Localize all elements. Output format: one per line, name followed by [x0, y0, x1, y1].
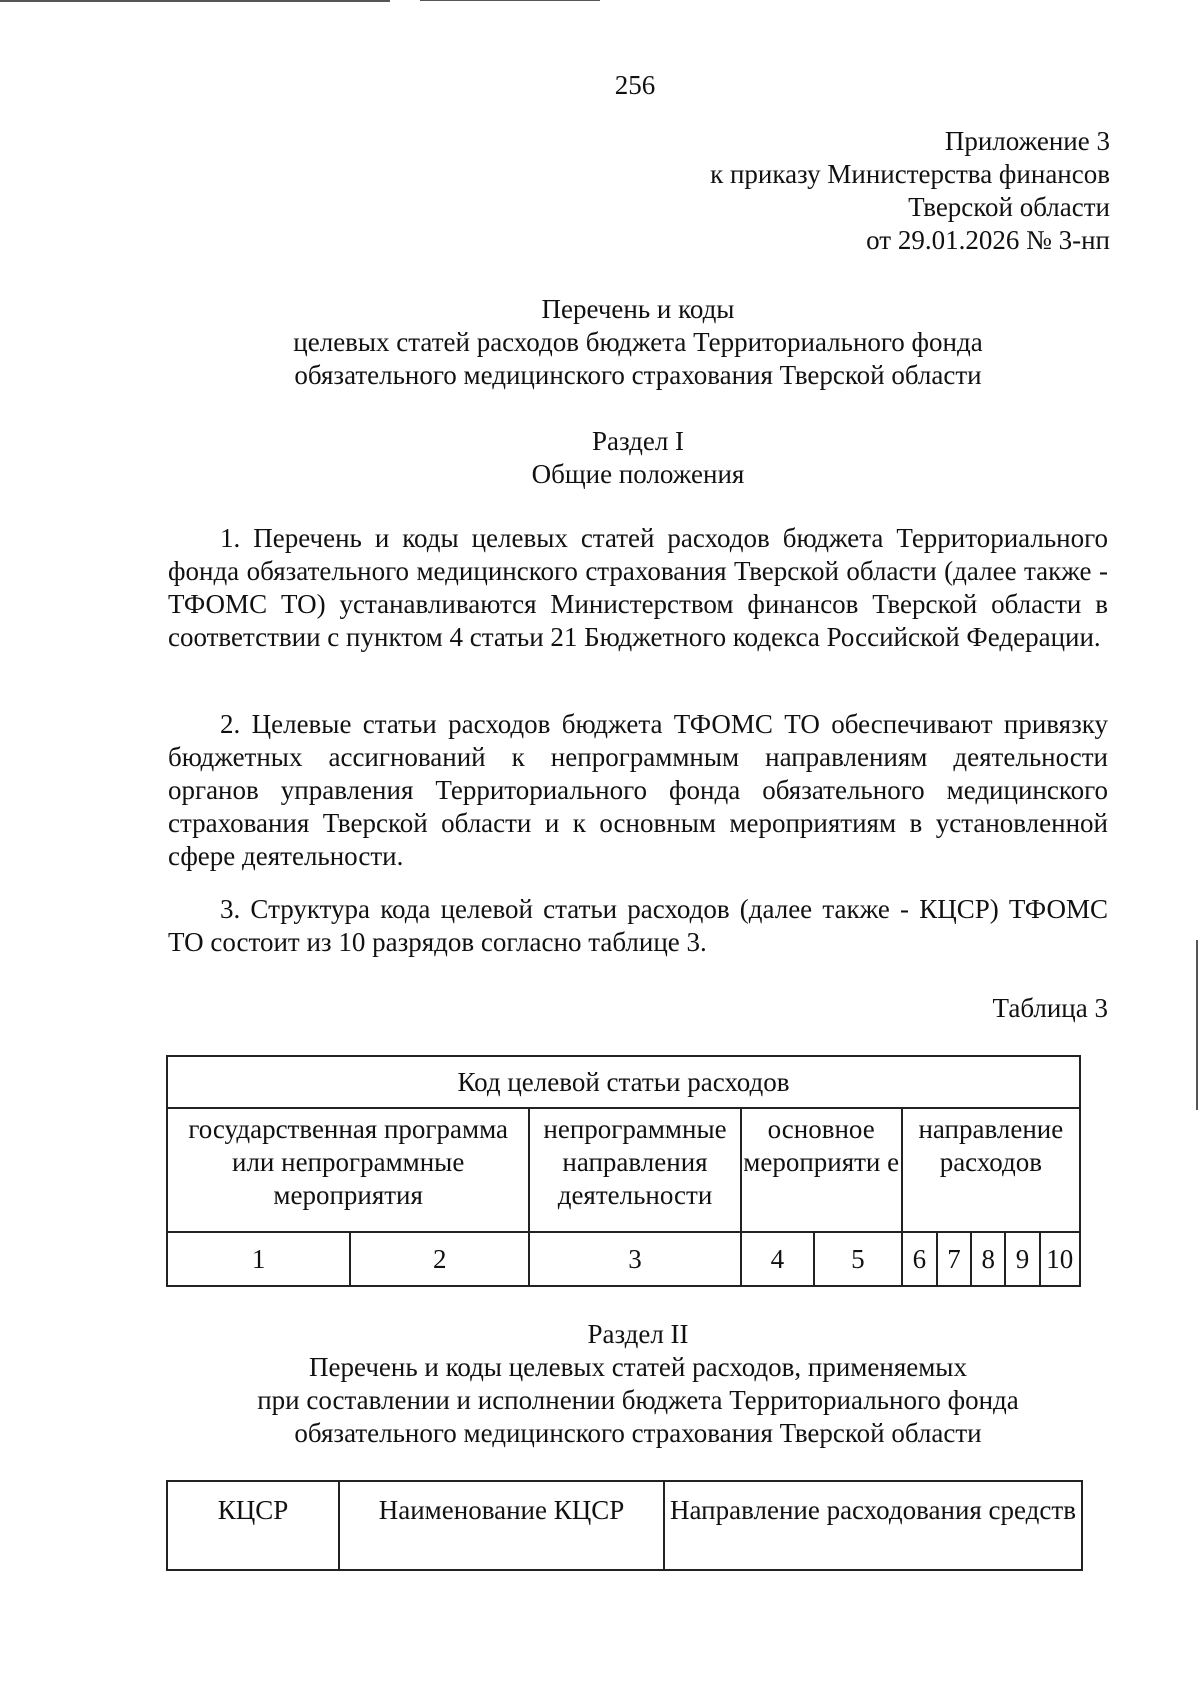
column-header-kcsr: КЦСР	[167, 1481, 339, 1570]
section-subtitle-line: обязательного медицинского страхования Тверской области	[294, 1418, 982, 1448]
section-title: Раздел II	[587, 1319, 689, 1349]
appendix-date-line: от 29.01.2026 № 3-нп	[866, 225, 1110, 255]
table-caption: Таблица 3	[992, 993, 1108, 1023]
digit-cell: 8	[971, 1232, 1005, 1286]
section-1-heading	[168, 425, 1108, 491]
scan-edge-line	[420, 0, 600, 1]
digit-cell: 7	[937, 1232, 971, 1286]
digit-cell: 5	[814, 1232, 902, 1286]
appendix-line: Приложение 3	[944, 126, 1110, 156]
section-subtitle-line: Перечень и коды целевых статей расходов, применяемых	[309, 1352, 967, 1382]
group-direction: направление расходов	[902, 1108, 1080, 1232]
group-main-event: основное мероприяти е	[741, 1108, 902, 1232]
appendix-block	[710, 125, 1110, 257]
kcsr-list-table	[166, 1480, 1083, 1571]
digit-cell: 6	[902, 1232, 937, 1286]
column-header-name: Наименование КЦСР	[339, 1481, 664, 1570]
table-header: Код целевой статьи расходов	[167, 1056, 1080, 1108]
digit-cell: 3	[529, 1232, 740, 1286]
section-2-heading	[168, 1318, 1108, 1450]
digit-cell: 4	[741, 1232, 814, 1286]
digit-cell: 2	[350, 1232, 529, 1286]
appendix-line: к приказу Министерства финансов	[710, 159, 1110, 189]
kcsr-structure-table	[166, 1055, 1081, 1287]
section-subtitle-line: при составлении и исполнении бюджета Территориального фонда	[257, 1385, 1019, 1415]
title-line: обязательного медицинского страхования Тверской области	[294, 360, 982, 390]
scan-edge-line	[0, 0, 390, 2]
scan-edge-line	[1196, 940, 1198, 1110]
digit-cell: 1	[167, 1232, 350, 1286]
group-program: государственная программа или непрограммные мероприятия	[167, 1108, 529, 1232]
group-nonprogram: непрограммные направления деятельности	[529, 1108, 740, 1232]
title-line: Перечень и коды	[541, 294, 735, 324]
paragraph-2: 2. Целевые статьи расходов бюджета ТФОМС ТО обеспечивают привязку бюджетных ассигнований к непрограммным направлениям деятельности органов управления Территориального фонда обязательного медицинского страхования Тверской области и к основным мероприятиям в установленной сфере деятельности.	[168, 709, 1108, 871]
digit-cell: 10	[1040, 1232, 1080, 1286]
document-title	[168, 293, 1108, 392]
title-line: целевых статей расходов бюджета Территориального фонда	[293, 327, 983, 357]
appendix-line: Тверской области	[908, 192, 1110, 222]
digit-cell: 9	[1005, 1232, 1039, 1286]
paragraph-3: 3. Структура кода целевой статьи расходов (далее также - КЦСР) ТФОМС ТО состоит из 10 разрядов согласно таблице 3.	[168, 894, 1108, 957]
section-title: Раздел I	[591, 426, 685, 456]
column-header-direction: Направление расходования средств	[664, 1481, 1082, 1570]
section-subtitle: Общие положения	[531, 459, 745, 489]
paragraph-1: 1. Перечень и коды целевых статей расходов бюджета Территориального фонда обязательного медицинского страхования Тверской области (далее также - ТФОМС ТО) устанавливаются Министерством финансов Тверской области в соответствии с пунктом 4 статьи 21 Бюджетного кодекса Российской Федерации.	[168, 523, 1108, 652]
page-number: 256	[614, 70, 656, 100]
